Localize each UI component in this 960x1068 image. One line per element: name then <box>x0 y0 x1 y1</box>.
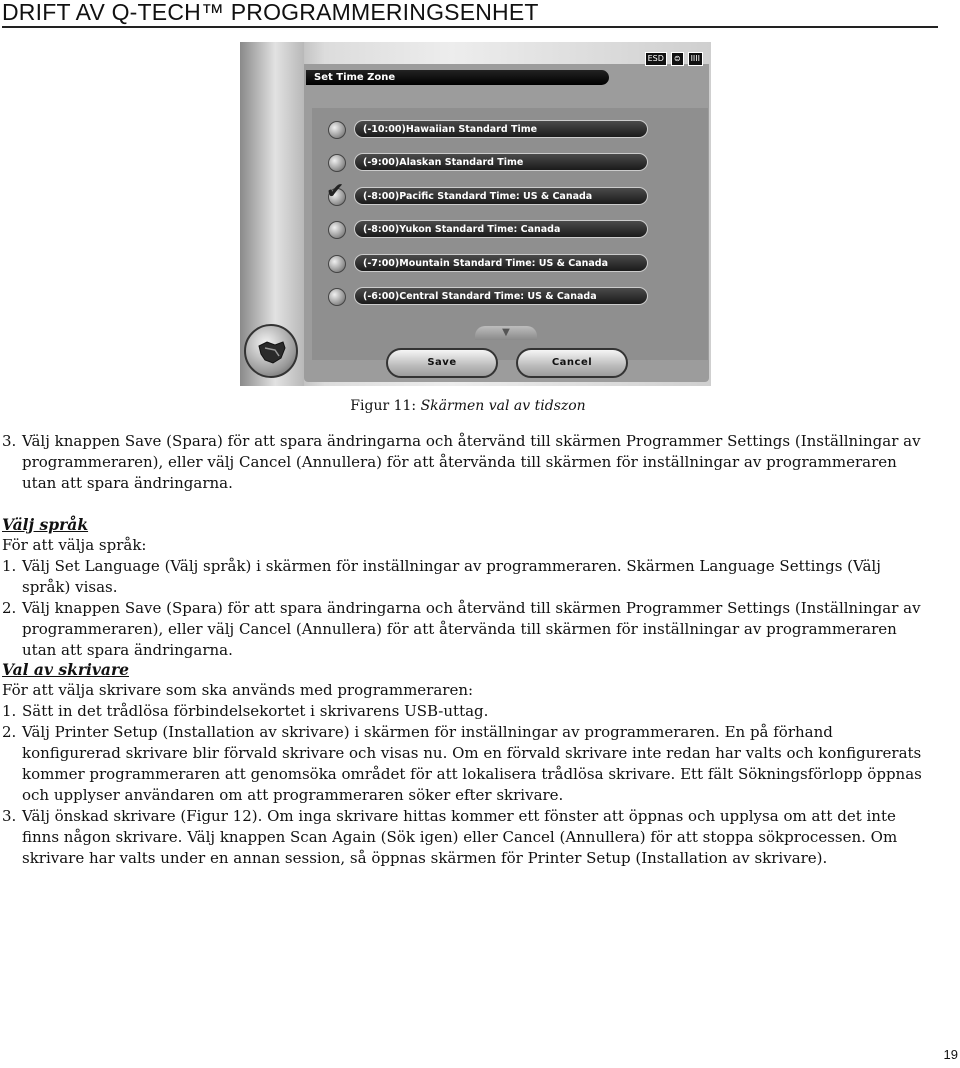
list-number: 1. <box>2 557 17 575</box>
page-header <box>2 0 938 28</box>
list-text: Välj Set Language (Välj språk) i skärmen för inställningar av programmeraren. Skärmen Language Settings (Välj språk) visas. <box>22 557 881 596</box>
chevron-down-icon: ▼ <box>502 327 510 338</box>
list-text: Välj Printer Setup (Installation av skrivare) i skärmen för inställningar av programmeraren. En på förhand konfigurerad skrivare blir förvald skrivare och visas nu. Om en förvald skrivare inte redan har valts och konfigurerats kommer programmeraren att genomsöka området för att lokalisera trådlösa skrivare. Ett fält Sökningsförlopp öppnas och upplyser användaren om att programmeraren söker efter skrivare. <box>22 723 922 804</box>
radio-button-icon[interactable] <box>328 154 346 172</box>
section-heading: Val av skrivare <box>2 660 129 679</box>
figure-caption <box>0 397 936 415</box>
list-number: 3. <box>2 432 17 450</box>
home-button[interactable] <box>244 324 298 378</box>
cancel-button[interactable]: Cancel <box>516 348 628 378</box>
device-screen <box>240 42 711 386</box>
map-icon <box>255 336 289 368</box>
wifi-icon: ⊜ <box>671 52 684 66</box>
list-item <box>2 556 932 598</box>
battery-icon: ESD <box>645 52 667 66</box>
list-item <box>2 806 932 869</box>
time-zone-option[interactable] <box>328 220 658 240</box>
checkmark-icon: ✔ <box>326 179 345 204</box>
section-intro: För att välja språk: <box>2 536 147 554</box>
caption-prefix: Figur 11: <box>350 398 417 414</box>
time-zone-label[interactable]: (-7:00)Mountain Standard Time: US & Canada <box>354 254 648 272</box>
time-zone-option[interactable] <box>328 120 658 140</box>
list-item <box>2 701 932 722</box>
time-zone-option[interactable] <box>328 254 658 274</box>
list-text: Sätt in det trådlösa förbindelsekortet i skrivarens USB-uttag. <box>22 702 489 720</box>
list-item <box>2 431 932 494</box>
list-item <box>2 722 932 806</box>
list-number: 2. <box>2 723 17 741</box>
section-heading: Välj språk <box>2 515 89 534</box>
list-text: Välj knappen Save (Spara) för att spara ändringarna och återvänd till skärmen Programmer Settings (Inställningar av programmeraren), eller välj Cancel (Annullera) för att återvända till skärmen för inställningar av programmeraren utan att spara ändringarna. <box>22 432 921 492</box>
section-printer <box>2 659 932 869</box>
list-number: 2. <box>2 599 17 617</box>
list-item <box>2 598 932 661</box>
list-text: Välj knappen Save (Spara) för att spara ändringarna och återvänd till skärmen Programmer Settings (Inställningar av programmeraren), eller välj Cancel (Annullera) för att återvända till skärmen för inställningar av programmeraren utan att spara ändringarna. <box>22 599 921 659</box>
time-zone-label[interactable]: (-8:00)Pacific Standard Time: US & Canada <box>354 187 648 205</box>
radio-button-icon[interactable] <box>328 121 346 139</box>
time-zone-option[interactable] <box>328 153 658 173</box>
time-zone-option-selected[interactable] <box>326 179 658 207</box>
signal-icon: IIII <box>688 52 703 66</box>
section-intro: För att välja skrivare som ska används med programmeraren: <box>2 681 474 699</box>
time-zone-label[interactable]: (-9:00)Alaskan Standard Time <box>354 153 648 171</box>
time-zone-label[interactable]: (-6:00)Central Standard Time: US & Canada <box>354 287 648 305</box>
section-language <box>2 514 932 661</box>
screen-title: Set Time Zone <box>306 70 609 85</box>
list-number: 3. <box>2 807 17 825</box>
radio-button-icon[interactable] <box>328 255 346 273</box>
radio-button-icon[interactable] <box>328 288 346 306</box>
radio-button-icon[interactable] <box>328 221 346 239</box>
status-bar <box>645 52 703 66</box>
section-save-instructions <box>2 431 932 494</box>
save-button[interactable]: Save <box>386 348 498 378</box>
time-zone-label[interactable]: (-8:00)Yukon Standard Time: Canada <box>354 220 648 238</box>
page-number: 19 <box>943 1047 958 1062</box>
list-number: 1. <box>2 702 17 720</box>
header-title: DRIFT AV Q-TECH™ PROGRAMMERINGSENHET <box>2 0 539 25</box>
list-text: Välj önskad skrivare (Figur 12). Om inga skrivare hittas kommer ett fönster att öppnas och upplysa om att det inte finns någon skrivare. Välj knappen Scan Again (Sök igen) eller Cancel (Annullera) för att stoppa sökprocessen. Om skrivare har valts under en annan session, så öppnas skärmen för Printer Setup (Installation av skrivare). <box>22 807 898 867</box>
scroll-down-button[interactable] <box>475 326 537 340</box>
caption-text: Skärmen val av tidszon <box>420 398 586 414</box>
time-zone-option[interactable] <box>328 287 658 307</box>
time-zone-label[interactable]: (-10:00)Hawaiian Standard Time <box>354 120 648 138</box>
